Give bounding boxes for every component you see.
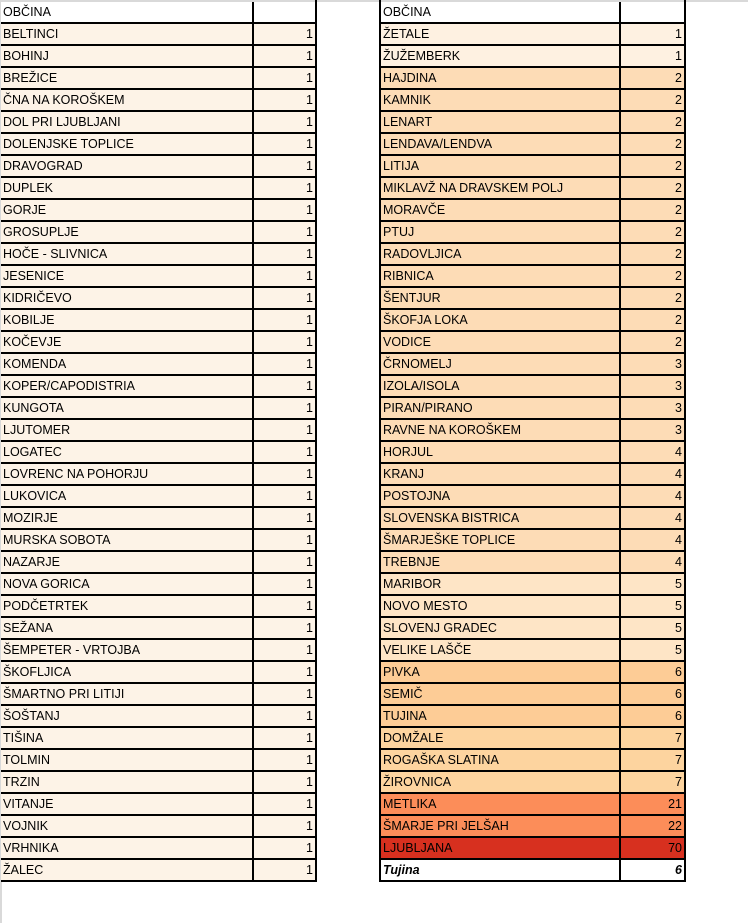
count-cell[interactable]: 1 [253,243,316,265]
table-row [1,573,316,595]
table-row [1,67,316,89]
table-row [380,771,685,793]
table-row [380,375,685,397]
municipality-name-cell[interactable]: PODČETRTEK [1,595,253,617]
table-row [1,617,316,639]
count-cell[interactable]: 1 [253,793,316,815]
count-cell[interactable]: 1 [253,529,316,551]
municipality-name-cell[interactable]: DOL PRI LJUBLJANI [1,111,253,133]
table-row [1,45,316,67]
table-row [380,23,685,45]
table-row [1,837,316,859]
municipality-name-cell[interactable]: HORJUL [380,441,620,463]
count-cell[interactable]: 1 [253,397,316,419]
table-row [380,45,685,67]
table-row [380,639,685,661]
table-row [380,705,685,727]
count-cell[interactable]: 2 [620,67,685,89]
right-municipality-table [379,0,686,882]
municipality-name-cell[interactable]: LENART [380,111,620,133]
count-cell[interactable]: 4 [620,485,685,507]
table-row [1,749,316,771]
count-cell[interactable]: 2 [620,243,685,265]
count-cell[interactable]: 1 [253,771,316,793]
municipality-name-cell[interactable]: METLIKA [380,793,620,815]
table-row [380,749,685,771]
count-cell[interactable]: 2 [620,133,685,155]
municipality-name-cell[interactable]: ŠOŠTANJ [1,705,253,727]
table-row [380,309,685,331]
count-cell[interactable]: 4 [620,441,685,463]
municipality-name-cell[interactable]: MOZIRJE [1,507,253,529]
municipality-name-cell[interactable]: TIŠINA [1,727,253,749]
count-cell[interactable]: 22 [620,815,685,837]
count-cell[interactable]: 3 [620,419,685,441]
count-cell[interactable]: 4 [620,507,685,529]
municipality-name-cell[interactable]: BOHINJ [1,45,253,67]
table-row [380,67,685,89]
municipality-name-cell[interactable]: ŽALEC [1,859,253,881]
count-cell[interactable]: 2 [620,111,685,133]
table-row [380,397,685,419]
count-cell[interactable]: 1 [253,683,316,705]
municipality-name-cell[interactable]: ŽETALE [380,23,620,45]
count-cell[interactable]: 1 [253,287,316,309]
count-cell[interactable]: 1 [253,441,316,463]
table-row [380,111,685,133]
municipality-name-cell[interactable]: VODICE [380,331,620,353]
total-label-cell[interactable]: Tujina [380,859,620,881]
count-cell[interactable]: 1 [620,45,685,67]
table-row [380,199,685,221]
municipality-name-cell[interactable]: TRZIN [1,771,253,793]
count-cell[interactable]: 2 [620,331,685,353]
table-row [380,177,685,199]
count-cell[interactable]: 1 [620,23,685,45]
table-row [1,287,316,309]
table-row [380,419,685,441]
municipality-name-cell[interactable]: VRHNIKA [1,837,253,859]
table-row [1,111,316,133]
table-row [1,463,316,485]
municipality-name-cell[interactable]: TOLMIN [1,749,253,771]
count-cell[interactable]: 1 [253,331,316,353]
count-cell[interactable]: 1 [253,309,316,331]
table-header-row [380,1,685,23]
municipality-name-cell[interactable]: ČNA NA KOROŠKEM [1,89,253,111]
municipality-name-cell[interactable]: KIDRIČEVO [1,287,253,309]
table-row [380,243,685,265]
table-row [380,441,685,463]
table-row [1,595,316,617]
municipality-name-cell[interactable]: ROGAŠKA SLATINA [380,749,620,771]
count-cell[interactable]: 1 [253,617,316,639]
count-cell[interactable]: 21 [620,793,685,815]
left-municipality-table [1,0,317,882]
municipality-name-cell[interactable]: LOVRENC NA POHORJU [1,463,253,485]
table-row [1,265,316,287]
count-cell[interactable]: 2 [620,155,685,177]
count-cell[interactable]: 5 [620,617,685,639]
count-cell[interactable]: 1 [253,155,316,177]
municipality-name-cell[interactable]: GROSUPLJE [1,221,253,243]
table-row [1,683,316,705]
count-cell[interactable]: 1 [253,177,316,199]
municipality-name-cell[interactable]: DUPLEK [1,177,253,199]
table-row [380,353,685,375]
municipality-name-cell[interactable]: BELTINCI [1,23,253,45]
table-row [380,815,685,837]
count-cell[interactable]: 1 [253,661,316,683]
table-row [1,155,316,177]
municipality-name-cell[interactable]: MARIBOR [380,573,620,595]
table-row [380,287,685,309]
table-row [1,419,316,441]
municipality-name-cell[interactable]: LITIJA [380,155,620,177]
table-row [1,859,316,881]
header-cell-value[interactable] [620,1,685,23]
municipality-name-cell[interactable]: BREŽICE [1,67,253,89]
count-cell[interactable]: 7 [620,727,685,749]
count-cell[interactable]: 2 [620,287,685,309]
municipality-name-cell[interactable]: ŠEMPETER - VRTOJBA [1,639,253,661]
header-cell-obcina[interactable]: OBČINA [1,1,253,23]
table-row [1,441,316,463]
count-cell[interactable]: 2 [620,221,685,243]
table-row [380,793,685,815]
count-cell[interactable]: 1 [253,551,316,573]
table-row [1,507,316,529]
count-cell[interactable]: 7 [620,771,685,793]
table-row [380,551,685,573]
municipality-name-cell[interactable]: SEMIČ [380,683,620,705]
table-row [1,551,316,573]
municipality-name-cell[interactable]: NOVA GORICA [1,573,253,595]
municipality-name-cell[interactable]: LJUBLJANA [380,837,620,859]
count-cell[interactable]: 7 [620,749,685,771]
count-cell[interactable]: 1 [253,485,316,507]
table-row [380,155,685,177]
count-cell[interactable]: 1 [253,595,316,617]
municipality-name-cell[interactable]: MORAVČE [380,199,620,221]
count-cell[interactable]: 70 [620,837,685,859]
count-cell[interactable]: 1 [253,815,316,837]
table-row [380,683,685,705]
municipality-name-cell[interactable]: KOBILJE [1,309,253,331]
municipality-name-cell[interactable]: POSTOJNA [380,485,620,507]
municipality-name-cell[interactable]: PIRAN/PIRANO [380,397,620,419]
table-row [380,595,685,617]
table-row [1,727,316,749]
table-row [1,815,316,837]
municipality-name-cell[interactable]: HOČE - SLIVNICA [1,243,253,265]
municipality-name-cell[interactable]: KOMENDA [1,353,253,375]
table-row [1,133,316,155]
count-cell[interactable]: 1 [253,705,316,727]
count-cell[interactable]: 2 [620,309,685,331]
count-cell[interactable]: 1 [253,89,316,111]
municipality-name-cell[interactable]: ŠENTJUR [380,287,620,309]
table-row [1,485,316,507]
municipality-name-cell[interactable]: KUNGOTA [1,397,253,419]
count-cell[interactable]: 2 [620,177,685,199]
municipality-name-cell[interactable]: ŽUŽEMBERK [380,45,620,67]
table-row [1,793,316,815]
header-cell-obcina[interactable]: OBČINA [380,1,620,23]
count-cell[interactable]: 4 [620,551,685,573]
municipality-name-cell[interactable]: KAMNIK [380,89,620,111]
count-cell[interactable]: 1 [253,463,316,485]
municipality-name-cell[interactable]: DRAVOGRAD [1,155,253,177]
municipality-name-cell[interactable]: KRANJ [380,463,620,485]
table-row [380,617,685,639]
count-cell[interactable]: 4 [620,463,685,485]
header-cell-value[interactable] [253,1,316,23]
count-cell[interactable]: 1 [253,45,316,67]
count-cell[interactable]: 3 [620,375,685,397]
table-row [1,221,316,243]
table-row [380,331,685,353]
municipality-name-cell[interactable]: LUKOVICA [1,485,253,507]
municipality-name-cell[interactable]: GORJE [1,199,253,221]
table-row [1,661,316,683]
table-row [1,397,316,419]
table-row [1,331,316,353]
municipality-name-cell[interactable]: RIBNICA [380,265,620,287]
count-cell[interactable]: 3 [620,397,685,419]
count-cell[interactable]: 2 [620,265,685,287]
municipality-name-cell[interactable]: PTUJ [380,221,620,243]
table-row [380,485,685,507]
table-row [380,463,685,485]
municipality-name-cell[interactable]: TREBNJE [380,551,620,573]
table-row [1,639,316,661]
municipality-name-cell[interactable]: RAVNE NA KOROŠKEM [380,419,620,441]
municipality-name-cell[interactable]: LJUTOMER [1,419,253,441]
municipality-name-cell[interactable]: VELIKE LAŠČE [380,639,620,661]
count-cell[interactable]: 1 [253,419,316,441]
count-cell[interactable]: 1 [253,133,316,155]
municipality-name-cell[interactable]: KOČEVJE [1,331,253,353]
municipality-name-cell[interactable]: ŠMARJEŠKE TOPLICE [380,529,620,551]
count-cell[interactable]: 1 [253,859,316,881]
count-cell[interactable]: 5 [620,639,685,661]
count-cell[interactable]: 1 [253,67,316,89]
table-row [380,837,685,859]
municipality-name-cell[interactable]: ŠKOFJA LOKA [380,309,620,331]
table-row [1,177,316,199]
municipality-name-cell[interactable]: LENDAVA/LENDVA [380,133,620,155]
municipality-name-cell[interactable]: ŠMARTNO PRI LITIJI [1,683,253,705]
count-cell[interactable]: 1 [253,111,316,133]
municipality-name-cell[interactable]: HAJDINA [380,67,620,89]
count-cell[interactable]: 5 [620,595,685,617]
municipality-name-cell[interactable]: NOVO MESTO [380,595,620,617]
table-row [1,375,316,397]
municipality-name-cell[interactable]: ŠKOFLJICA [1,661,253,683]
count-cell[interactable]: 1 [253,23,316,45]
table-row [1,199,316,221]
municipality-name-cell[interactable]: KOPER/CAPODISTRIA [1,375,253,397]
count-cell[interactable]: 1 [253,353,316,375]
table-row [380,221,685,243]
count-cell[interactable]: 1 [253,265,316,287]
municipality-name-cell[interactable]: RADOVLJICA [380,243,620,265]
table-row [380,727,685,749]
count-cell[interactable]: 6 [620,705,685,727]
table-row [1,705,316,727]
municipality-name-cell[interactable]: IZOLA/ISOLA [380,375,620,397]
count-cell[interactable]: 1 [253,837,316,859]
municipality-name-cell[interactable]: VITANJE [1,793,253,815]
count-cell[interactable]: 6 [620,683,685,705]
table-row [380,133,685,155]
table-row [1,309,316,331]
table-row [380,507,685,529]
municipality-name-cell[interactable]: PIVKA [380,661,620,683]
count-cell[interactable]: 5 [620,573,685,595]
municipality-name-cell[interactable]: NAZARJE [1,551,253,573]
municipality-name-cell[interactable]: MIKLAVŽ NA DRAVSKEM POLJ [380,177,620,199]
table-row [380,573,685,595]
count-cell[interactable]: 2 [620,199,685,221]
table-row [380,265,685,287]
count-cell[interactable]: 1 [253,221,316,243]
count-cell[interactable]: 2 [620,89,685,111]
table-row [1,23,316,45]
table-row [1,89,316,111]
count-cell[interactable]: 6 [620,661,685,683]
table-header-row [1,1,316,23]
count-cell[interactable]: 4 [620,529,685,551]
municipality-name-cell[interactable]: VOJNIK [1,815,253,837]
municipality-name-cell[interactable]: DOLENJSKE TOPLICE [1,133,253,155]
count-cell[interactable]: 1 [253,639,316,661]
count-cell[interactable]: 1 [253,749,316,771]
municipality-name-cell[interactable]: JESENICE [1,265,253,287]
count-cell[interactable]: 3 [620,353,685,375]
count-cell[interactable]: 1 [253,727,316,749]
total-row [380,859,685,881]
table-row [380,529,685,551]
municipality-name-cell[interactable]: SLOVENJ GRADEC [380,617,620,639]
municipality-name-cell[interactable]: SEŽANA [1,617,253,639]
count-cell[interactable]: 1 [253,375,316,397]
municipality-name-cell[interactable]: TUJINA [380,705,620,727]
table-row [1,353,316,375]
municipality-name-cell[interactable]: DOMŽALE [380,727,620,749]
count-cell[interactable]: 1 [253,507,316,529]
count-cell[interactable]: 1 [253,573,316,595]
table-row [1,243,316,265]
municipality-name-cell[interactable]: ŽIROVNICA [380,771,620,793]
total-value-cell[interactable]: 6 [620,859,685,881]
municipality-name-cell[interactable]: SLOVENSKA BISTRICA [380,507,620,529]
table-row [1,771,316,793]
table-row [380,661,685,683]
table-row [1,529,316,551]
count-cell[interactable]: 1 [253,199,316,221]
table-row [380,89,685,111]
municipality-name-cell[interactable]: ŠMARJE PRI JELŠAH [380,815,620,837]
municipality-name-cell[interactable]: ČRNOMELJ [380,353,620,375]
municipality-name-cell[interactable]: MURSKA SOBOTA [1,529,253,551]
municipality-name-cell[interactable]: LOGATEC [1,441,253,463]
